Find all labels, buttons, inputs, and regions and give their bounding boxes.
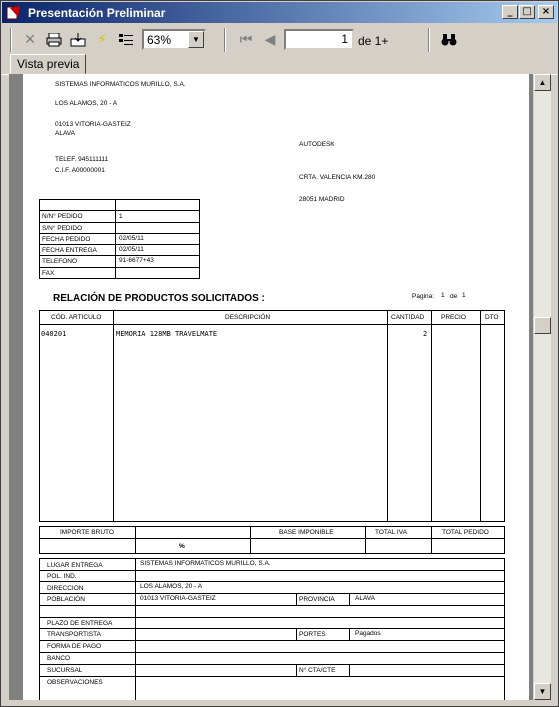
sucursal-label: SUCURSAL — [47, 667, 83, 674]
window-title: Presentación Preliminar — [28, 6, 166, 20]
first-page-icon[interactable]: ⏮ — [239, 32, 253, 48]
direccion-label: DIRECCION — [47, 585, 84, 592]
close-preview-icon[interactable]: ✕ — [24, 32, 36, 48]
percent-sign: % — [179, 543, 185, 550]
lightning-icon[interactable]: ⚡ — [97, 32, 107, 48]
forma-pago-label: FORMA DE PAGO — [47, 643, 102, 650]
pol-label: POL. IND. — [47, 573, 77, 580]
zoom-value: 63% — [147, 33, 172, 47]
poblacion-label: POBLACIÓN — [47, 596, 85, 603]
customer-address: CRTA. VALENCIA KM.280 — [299, 174, 376, 181]
zoom-select[interactable] — [142, 29, 206, 50]
prev-page-icon[interactable]: ◀ — [264, 32, 276, 48]
direccion-value: LOS ALAMOS, 20 - A — [140, 583, 203, 590]
observaciones-label: OBSERVACIONES — [47, 679, 103, 686]
col-header-code: CÓD. ARTICULO — [51, 314, 102, 321]
page-of: de — [450, 293, 458, 300]
lugar-label: LUGAR ENTREGA — [47, 562, 103, 569]
plazo-label: PLAZO DE ENTREGA — [47, 620, 113, 627]
company-cif: C.I.F. A00000001 — [55, 167, 105, 174]
close-button[interactable]: × — [538, 5, 554, 19]
customer-city: 28051 MADRID — [299, 196, 345, 203]
row-qty: 2 — [423, 330, 428, 338]
order-value: 91-6677+43 — [119, 257, 154, 264]
lugar-value: SISTEMAS INFORMATICOS MURILLO, S.A. — [140, 560, 271, 567]
totals-header: TOTAL PEDIDO — [442, 529, 489, 536]
scroll-down-icon[interactable]: ▼ — [534, 683, 551, 700]
minimize-button[interactable]: _ — [502, 5, 518, 19]
scroll-thumb[interactable] — [534, 317, 551, 334]
toolbar-separator — [224, 28, 226, 52]
toolbar-separator — [10, 28, 12, 52]
chevron-down-icon[interactable]: ▼ — [188, 31, 204, 48]
page-total-label: de 1+ — [358, 34, 389, 48]
order-label: FECHA ENTREGA — [42, 247, 97, 254]
toolbar — [2, 24, 557, 54]
company-phone: TELEF. 945111111 — [55, 156, 109, 163]
order-label: N/N° PEDIDO — [42, 213, 83, 220]
portes-label: PORTES — [299, 631, 326, 638]
page-label: Pagina: — [412, 293, 435, 300]
order-value: 02/05/11 — [119, 246, 144, 253]
page-num: 1 — [441, 292, 445, 299]
portes-value: Pagados — [355, 630, 381, 637]
order-label: FAX — [42, 270, 55, 277]
col-header-dto: DTO — [485, 314, 499, 321]
totals-header: IMPORTE BRUTO — [60, 529, 114, 536]
order-label: TELEFONO — [42, 258, 78, 265]
find-binoculars-icon[interactable] — [438, 29, 460, 51]
col-header-desc: DESCRIPCIÓN — [225, 314, 271, 321]
provincia-value: ALAVA — [355, 595, 375, 602]
title-bar[interactable] — [2, 2, 557, 23]
tab-preview[interactable]: Vista previa — [10, 54, 86, 74]
order-label: FECHA PEDIDO — [42, 236, 91, 243]
company-address: LOS ALAMOS, 20 - A — [55, 100, 118, 107]
products-border — [39, 310, 505, 522]
order-value: 02/05/11 — [119, 235, 144, 242]
report-page — [23, 74, 529, 700]
cta-label: N° CTA/CTE — [299, 667, 336, 674]
row-code: 040201 — [41, 330, 67, 338]
col-header-price: PRECIO — [441, 314, 466, 321]
col-header-qty: CANTIDAD — [391, 314, 425, 321]
page-setup-icon[interactable] — [115, 29, 137, 51]
vertical-scrollbar[interactable] — [534, 74, 551, 700]
toolbar-separator — [428, 28, 430, 52]
preview-viewport[interactable] — [9, 74, 533, 700]
maximize-button[interactable]: □ — [519, 5, 535, 19]
app-icon — [6, 5, 22, 20]
page-count: 1 — [462, 292, 466, 299]
provincia-label: PROVINCIA — [299, 596, 335, 603]
export-icon[interactable] — [67, 29, 89, 51]
scroll-up-icon[interactable]: ▲ — [534, 74, 551, 91]
totals-header: BASE IMPONIBLE — [279, 529, 334, 536]
company-name: SISTEMAS INFORMATICOS MURILLO, S.A. — [55, 81, 186, 88]
order-value: 1 — [119, 213, 123, 220]
print-icon[interactable] — [43, 29, 65, 51]
company-city: 01013 VITORIA-GASTEIZ — [55, 121, 131, 128]
customer-name: AUTODESK — [299, 141, 335, 148]
transportista-label: TRANSPORTISTA — [47, 631, 101, 638]
company-province: ALAVA — [55, 130, 75, 137]
poblacion-value: 01013 VITORIA-GASTEIZ — [140, 595, 216, 602]
row-desc: MEMORIA 128MB TRAVELMATE — [116, 330, 218, 338]
banco-label: BANCO — [47, 655, 71, 662]
page-number-input[interactable]: 1 — [284, 29, 354, 50]
order-label: S/N° PEDIDO — [42, 225, 83, 232]
totals-header: TOTAL IVA — [375, 529, 407, 536]
products-heading: RELACIÓN DE PRODUCTOS SOLICITADOS : — [53, 293, 265, 304]
tab-bar — [2, 54, 557, 75]
